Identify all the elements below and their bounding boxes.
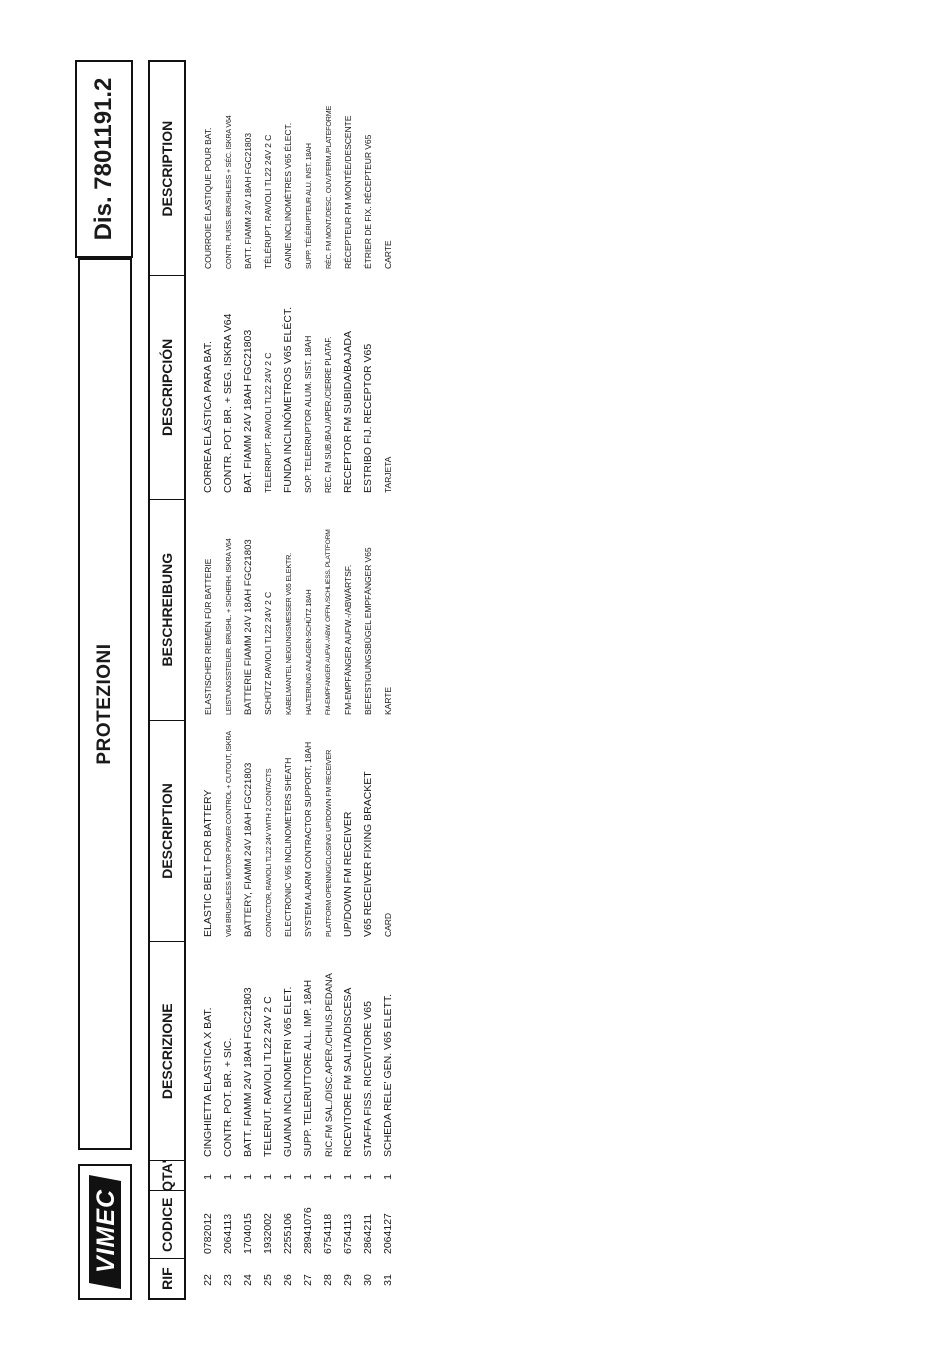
cell-qta: 1 [262, 1174, 274, 1180]
cell-beschreibung: BEFESTIGUNGSBÜGEL EMPFÄNGER V65 [363, 547, 373, 715]
cell-descrizione: CONTR. POT. BR. + SIC. [222, 1037, 234, 1157]
cell-descrizione: BATT. FIAMM 24V 18AH FGC21803 [242, 987, 254, 1157]
cell-codice: 28941076 [302, 1207, 314, 1254]
cell-qta: 1 [282, 1174, 294, 1180]
cell-descripcion: CORREA ELÁSTICA PARA BAT. [202, 341, 214, 493]
cell-rif: 28 [322, 1274, 334, 1286]
cell-beschreibung: HALTERUNG ANLAGEN-SCHÜTZ 18AH [303, 589, 313, 715]
table-header [148, 60, 186, 1300]
cell-descrizione: SCHEDA RELE' GEN. V65 ELETT. [382, 993, 394, 1157]
cell-codice: 1932002 [262, 1213, 274, 1254]
cell-beschreibung: ELASTISCHER RIEMEN FÜR BATTERIE [203, 558, 213, 715]
cell-beschreibung: BATTERIE FIAMM 24V 18AH FGC21803 [242, 539, 254, 715]
page-title: PROTEZIONI [78, 258, 132, 1150]
cell-description-en: ELECTRONIC V65 INCLINOMETERS SHEATH [283, 757, 293, 937]
table-row [218, 60, 238, 1300]
cell-description-fr: BATT. FIAMM 24V 18AH FGC21803 [243, 133, 253, 269]
cell-codice: 6754118 [322, 1213, 334, 1254]
drawing-number: Dis. 7801191.2 [75, 60, 133, 258]
cell-codice: 2255106 [282, 1213, 294, 1254]
table-row [198, 60, 218, 1300]
column-header-descripcion: DESCRIPCIÓN [150, 275, 184, 498]
cell-qta: 1 [302, 1174, 314, 1180]
cell-description-en: UP/DOWN FM RECEIVER [342, 811, 354, 937]
cell-description-fr: GAINE INCLINOMÈTRES V65 ÉLECT. [283, 123, 293, 269]
cell-beschreibung: KARTE [383, 687, 393, 715]
cell-rif: 31 [382, 1274, 394, 1286]
cell-codice: 6754113 [342, 1213, 354, 1254]
column-header-description-fr: DESCRIPTION [159, 120, 175, 217]
cell-description-en: V65 RECEIVER FIXING BRACKET [362, 771, 374, 937]
table-row [378, 60, 398, 1300]
cell-description-en: PLATFORM OPENING/CLOSING UP/DOWN FM RECEIVER [323, 749, 333, 937]
cell-description-en: V64 BRUSHLESS MOTOR POWER CONTROL + CUTOUT, ISKRA [223, 731, 233, 937]
cell-description-en: ELASTIC BELT FOR BATTERY [202, 789, 214, 937]
column-header-qta: QTA' [150, 1160, 184, 1190]
cell-qta: 1 [322, 1174, 334, 1180]
table-body [198, 60, 398, 1300]
cell-codice: 0782012 [202, 1213, 214, 1254]
table-row [258, 60, 278, 1300]
column-header-codice: CODICE [150, 1190, 184, 1258]
cell-qta: 1 [362, 1174, 374, 1180]
cell-descripcion: BAT. FIAMM 24V 18AH FGC21803 [242, 329, 254, 493]
table-row [358, 60, 378, 1300]
cell-qta: 1 [342, 1174, 354, 1180]
cell-codice: 2064127 [382, 1213, 394, 1254]
cell-description-fr: TÉLÉRUPT. RAVIOLI TL22 24V 2 C [263, 134, 273, 269]
table-row [338, 60, 358, 1300]
cell-descripcion: REC. FM SUB./BAJ./APER./CIERRE PLATAF. [323, 336, 333, 493]
cell-description-fr: COURROIE ÉLASTIQUE POUR BAT. [203, 127, 213, 269]
table-row [278, 60, 298, 1300]
cell-descripcion: RECEPTOR FM SUBIDA/BAJADA [342, 330, 354, 493]
cell-descripcion: SOP. TELERRUPTOR ALUM. SIST. 18AH [303, 335, 313, 493]
cell-descripcion: FUNDA INCLINÓMETROS V65 ELÉCT. [282, 306, 294, 493]
cell-qta: 1 [382, 1174, 394, 1180]
cell-descripcion: CONTR. POT. BR. + SEG. ISKRA V64 [222, 313, 234, 493]
cell-descripcion: TARJETA [383, 456, 393, 493]
column-header-beschreibung: BESCHREIBUNG [150, 499, 184, 720]
cell-beschreibung: FM-EMPFÄNGER AUFW.-/ABWÄRTSF. [343, 564, 353, 715]
cell-codice: 2064113 [222, 1213, 234, 1254]
vimec-logo-mark [87, 1173, 123, 1291]
cell-description-en: CARD [383, 913, 393, 937]
cell-rif: 27 [302, 1274, 314, 1286]
cell-rif: 24 [242, 1274, 254, 1286]
cell-description-fr: CARTE [383, 240, 393, 269]
table-row [318, 60, 338, 1300]
cell-rif: 22 [202, 1274, 214, 1286]
logo-text: VIMEC [92, 1188, 120, 1274]
cell-qta: 1 [222, 1174, 234, 1180]
cell-descrizione: SUPP. TELERUTTORE ALL. IMP. 18AH [302, 979, 314, 1157]
cell-descrizione: TELERUT. RAVIOLI TL22 24V 2 C [262, 996, 274, 1157]
cell-description-en: CONTACTOR, RAVIOLI TL22 24V WITH 2 CONTACTS [263, 768, 273, 937]
cell-beschreibung: SCHÜTZ RAVIOLI TL22 24V 2 C [263, 591, 273, 715]
cell-rif: 29 [342, 1274, 354, 1286]
cell-description-en: SYSTEM ALARM CONTRACTOR SUPPORT, 18AH [303, 741, 313, 937]
cell-description-fr: ÉTRIER DE FIX. RÉCEPTEUR V65 [363, 134, 373, 269]
vimec-logo [78, 1164, 132, 1300]
cell-codice: 1704015 [242, 1213, 254, 1254]
cell-codice: 2864211 [362, 1213, 374, 1254]
cell-descrizione: RIC.FM SAL./DISC.APER./CHIUS.PEDANA [322, 973, 334, 1157]
cell-rif: 23 [222, 1274, 234, 1286]
cell-description-fr: SUPP. TÉLÉRUPTEUR ALU. INST. 18AH [303, 143, 313, 269]
cell-qta: 1 [202, 1174, 214, 1180]
cell-beschreibung: FM-EMPFÄNGER AUFW.-/ABW. ÖFFN./SCHLIESS. PLATTFORM [324, 529, 332, 715]
cell-description-en: BATTERY, FIAMM 24V 18AH FGC21803 [242, 762, 254, 937]
cell-descripcion: ESTRIBO FIJ. RECEPTOR V65 [362, 343, 374, 493]
cell-descripcion: TELERRUPT. RAVIOLI TL22 24V 2 C [263, 352, 273, 493]
cell-rif: 26 [282, 1274, 294, 1286]
cell-descrizione: CINGHIETTA ELASTICA X BAT. [202, 1007, 214, 1157]
column-header-descrizione: DESCRIZIONE [150, 941, 184, 1160]
cell-description-fr: RÉC. FM MONT./DESC. OUV./FERM./PLATEFORME [323, 105, 333, 269]
table-row [238, 60, 258, 1300]
cell-beschreibung: LEISTUNGSSTEUER. BRUSHL. + SICHERH. ISKRA V64 [223, 538, 233, 715]
cell-descrizione: STAFFA FISS. RICEVITORE V65 [362, 1001, 374, 1157]
column-header-description-en: DESCRIPTION [150, 720, 184, 941]
cell-descrizione: RICEVITORE FM SALITA/DISCESA [342, 987, 354, 1157]
cell-description-fr: RÉCEPTEUR FM MONTÉE/DESCENTE [343, 115, 353, 269]
cell-rif: 25 [262, 1274, 274, 1286]
cell-beschreibung: KABELMANTEL NEIGUNGSMESSER V65 ELEKTR. [283, 553, 293, 715]
cell-description-fr: CONTR. PUISS. BRUSHLESS + SÉC. ISKRA V64 [223, 115, 233, 269]
cell-descrizione: GUAINA INCLINOMETRI V65 ELET. [282, 986, 294, 1157]
column-header-rif: RIF [150, 1258, 184, 1298]
cell-rif: 30 [362, 1274, 374, 1286]
table-row [298, 60, 318, 1300]
cell-qta: 1 [242, 1174, 254, 1180]
